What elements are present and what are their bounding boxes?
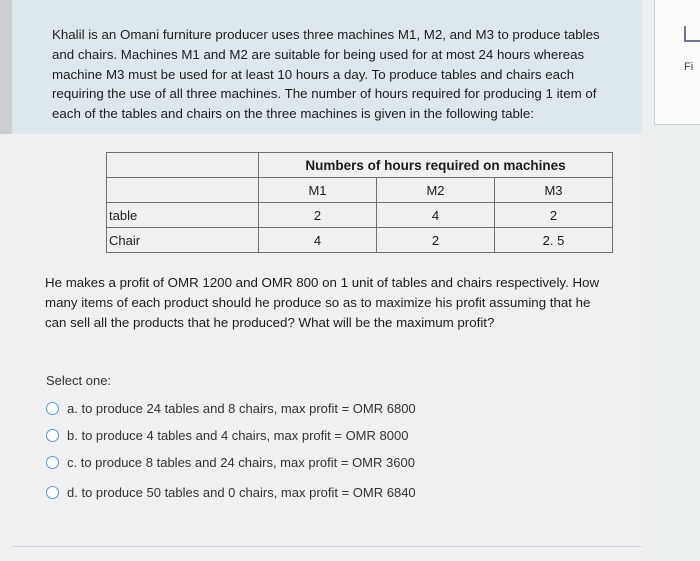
radio-button-icon[interactable]	[46, 402, 59, 415]
table-cell: 4	[377, 203, 495, 228]
flag-icon[interactable]	[684, 26, 700, 42]
question-line: He makes a profit of OMR 1200 and OMR 800 on 1 unit of tables and chairs respectively. How	[45, 275, 600, 290]
column-header-m3: M3	[495, 178, 613, 203]
question-line: machine M3 must be used for at least 10 hours a day. To produce tables and chairs each	[52, 66, 575, 82]
table-cell: 2	[259, 203, 377, 228]
option-label[interactable]: a. to produce 24 tables and 8 chairs, max profit = OMR 6800	[67, 401, 416, 416]
table-row	[107, 228, 613, 253]
answer-option-d[interactable]	[46, 485, 416, 500]
radio-button-icon[interactable]	[46, 429, 59, 442]
question-line: and chairs. Machines M1 and M2 are suitable for being used for at most 24 hours whereas	[52, 46, 585, 62]
table-header: Numbers of hours required on machines	[259, 153, 613, 178]
left-edge-strip-lower	[0, 134, 12, 561]
option-label[interactable]: b. to produce 4 tables and 4 chairs, max profit = OMR 8000	[67, 428, 409, 443]
answer-option-b[interactable]	[46, 428, 408, 443]
table-cell: 2. 5	[495, 228, 613, 253]
select-one-prompt: Select one:	[46, 373, 112, 388]
table-row	[107, 203, 613, 228]
side-panel-label: Fi	[684, 61, 694, 73]
question-line: can sell all the products that he produced? What will be the maximum profit?	[45, 314, 495, 330]
question-text-bottom	[45, 273, 625, 332]
option-label[interactable]: d. to produce 50 tables and 0 chairs, max profit = OMR 6840	[67, 485, 416, 500]
column-header-m1: M1	[259, 178, 377, 203]
left-edge-strip	[0, 0, 12, 134]
table-cell: 2	[495, 203, 613, 228]
table-corner-cell	[107, 153, 259, 178]
table-cell: 2	[377, 228, 495, 253]
answer-option-c[interactable]	[46, 455, 415, 470]
column-header-m2: M2	[377, 178, 495, 203]
row-label-table: table	[107, 203, 259, 228]
table-cell: 4	[259, 228, 377, 253]
question-line: Khalil is an Omani furniture producer uses three machines M1, M2, and M3 to produce tables	[52, 27, 600, 42]
option-label[interactable]: c. to produce 8 tables and 24 chairs, max profit = OMR 3600	[67, 455, 415, 470]
row-label-chair: Chair	[107, 228, 259, 253]
radio-button-icon[interactable]	[46, 456, 59, 469]
question-text-top	[52, 25, 612, 124]
table-empty-cell	[107, 178, 259, 203]
divider	[12, 546, 642, 547]
question-line: requiring the use of all three machines. The number of hours required for producing 1 item of	[52, 86, 597, 102]
hours-table	[106, 152, 613, 253]
question-line: many items of each product should he produce so as to maximize his profit assuming that he	[45, 294, 591, 310]
radio-button-icon[interactable]	[46, 486, 59, 499]
answer-option-a[interactable]	[46, 401, 416, 416]
question-line: each of the tables and chairs on the three machines is given in the following table:	[52, 106, 534, 122]
